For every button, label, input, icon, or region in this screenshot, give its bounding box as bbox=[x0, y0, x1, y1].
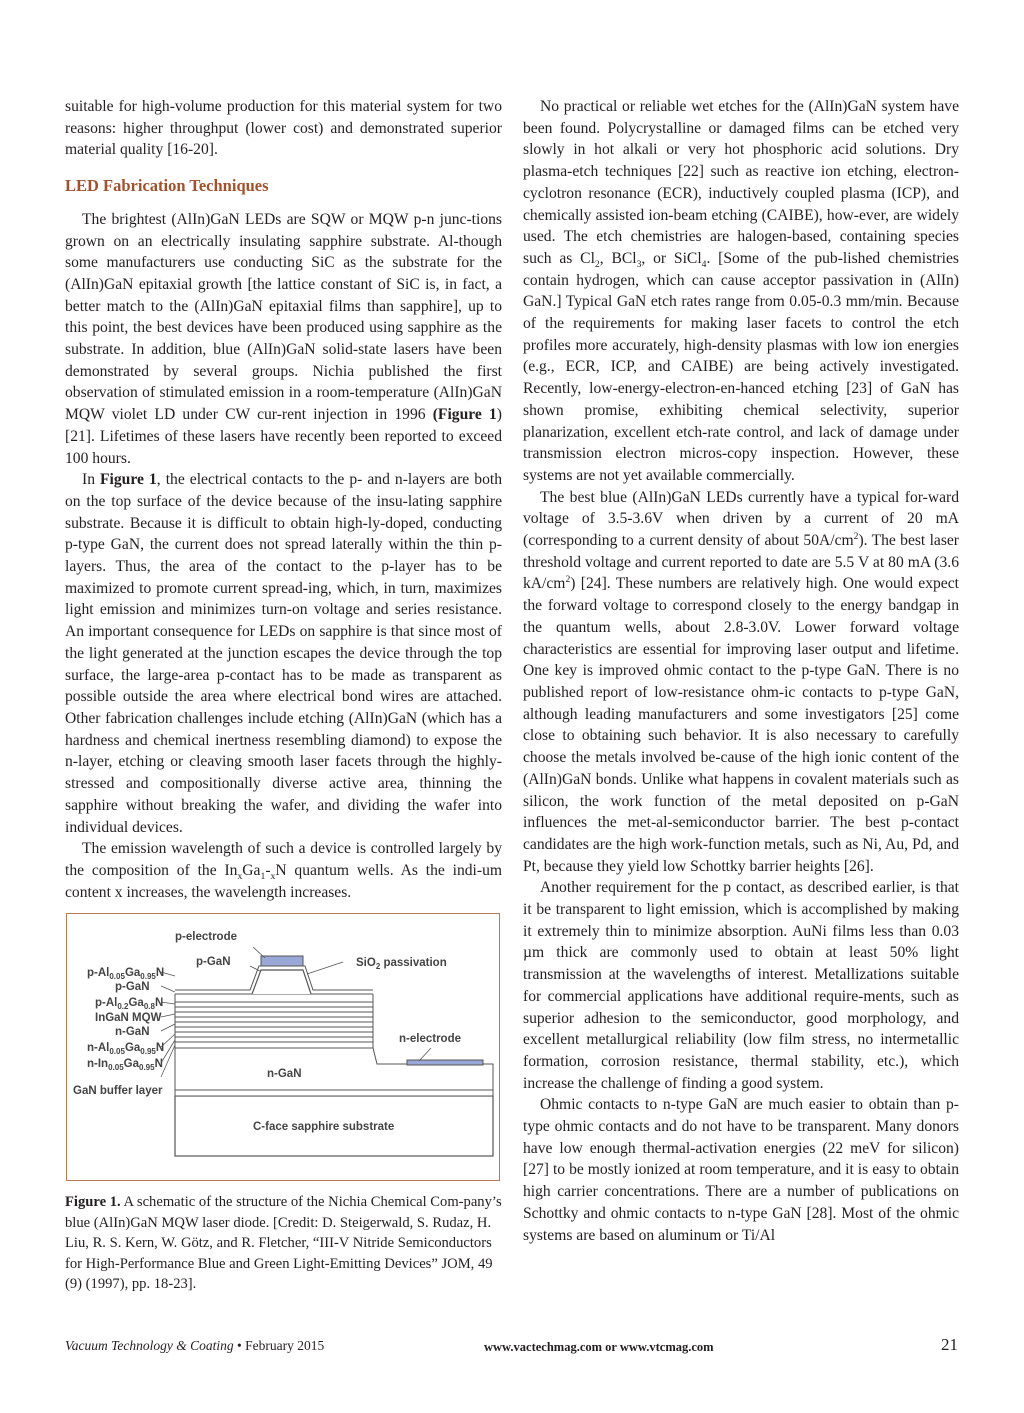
paragraph: The brightest (AlIn)GaN LEDs are SQW or MQW p-n junc-tions grown on an electrically insulating sapphire substrate. Al-though some manufacturers use conducting SiC as the substrate for the (AlIn)GaN epitaxial growth [the lattice constant of SiC is, in fact, a better match to the (AlIn)GaN epitaxial films than sapphire], up to this point, the best devices have been produced using sapphire as the substrate. In addition, blue (AlIn)GaN solid-state lasers have been demonstrated by several groups. Nichia published the first observation of stimulated emission in a room-temperature (AlIn)GaN MQW violet LD under CW cur-rent injection in 1996 (Figure 1) [21]. Lifetimes of these lasers have recently been reported to exceed 100 hours. bbox=[65, 210, 502, 467]
laser-diode-schematic bbox=[67, 914, 499, 1180]
label-p-gan: p-GaN bbox=[115, 981, 150, 994]
n-electrode bbox=[407, 1060, 483, 1065]
label-gan-buffer: GaN buffer layer bbox=[73, 1085, 163, 1098]
label-p-algan-005: $p-Al_{0.05}Ga_{0.95}N$ bbox=[87, 967, 165, 982]
label-p-electrode: p-electrode bbox=[175, 931, 237, 944]
label-n-algan: $n-Al_{0.05}Ga_{0.95}N$ bbox=[87, 1042, 165, 1057]
label-substrate: C-face sapphire substrate bbox=[253, 1121, 395, 1134]
p-electrode bbox=[261, 956, 303, 966]
label-n-electrode: n-electrode bbox=[399, 1033, 461, 1046]
paragraph-intro: suitable for high-volume production for this material system for two reasons: higher throughput (lower cost) and demonstrated superior material quality [16-20]. bbox=[65, 98, 502, 159]
paragraph: Another requirement for the p contact, as described earlier, is that it be transparent to light emission, which is accomplished by making it extremely thin to minimize absorption. AuNi films less than 0.03 µm thick are commonly used to obtain at least 50% light transmission at the wavelengths of interest. Metallizations suitable for commercial applications have additional require-ments, such as superior adhesion to the semiconductor, good morphology, and excellent metallurgical reliability (low film stress, no intermetallic formation, corrosion resistance, thermal stability, etc.), which increase the challenge of finding a good system. bbox=[523, 879, 959, 1092]
label-n-gan-lower: n-GaN bbox=[267, 1068, 302, 1081]
label-p-algan-02: $p-Al_{0.2}Ga_{0.8}N$ bbox=[95, 997, 164, 1012]
label-ingan-mqw: InGaN MQW bbox=[95, 1012, 162, 1025]
label-n-gan: n-GaN bbox=[115, 1026, 150, 1039]
label-p-gan-top: p-GaN bbox=[196, 956, 231, 969]
label-n-ingan: $n-In_{0.05}Ga_{0.95}N$ bbox=[87, 1058, 163, 1073]
paragraph: No practical or reliable wet etches for the (AlIn)GaN system have been found. Polycrystalline or damaged films can be etched very slowly in hot alkali or very hot phosphoric acid solutions. Dry plasma-etch techniques [22] such as reactive ion etching, electron-cyclotron resonance (ECR), inductively coupled plasma (ICP), and chemically assisted ion-beam etching (CAIBE), how-ever, are widely used. The etch chemistries are halogen-based, containing species such as $Cl_2$, BCl$_3$, or SiCl$_4$. [Some of the pub-lished chemistries contain hydrogen, which can cause acceptor passivation in (AlIn) GaN.] Typical GaN etch rates range from 0.05-0.3 mm/min. Because of the requirements for making laser facets to control the etch profiles more accurately, high-density plasmas with low ion energies (e.g., ECR, ICP, and CAIBE) are being actively investigated. Recently, low-energy-electron-en-hanced etching [23] of GaN has shown promise, exhibiting chemical selectivity, superior planarization, excellent etch-rate control, and lack of damage under transmission electron micros-copy inspection. However, these systems are not yet available commercially. bbox=[523, 98, 959, 484]
figure-1-diagram bbox=[66, 913, 500, 1181]
footer-urls[interactable]: www.vactechmag.com or www.vtcmag.com bbox=[484, 1340, 714, 1354]
n-gan-layer bbox=[175, 1048, 493, 1090]
paragraph: The best blue (AlIn)GaN LEDs currently have a typical for-ward voltage of 3.5-3.6V when driven by a current of 20 mA (corresponding to a current density of about $50A/cm^2$). The best laser threshold voltage and current reported to date are 5.5 V at 80 mA (3.6 $kA/cm^2$) [24]. These numbers are relatively high. One would expect the forward voltage to correspond closely to the energy bandgap in the quantum wells, about 2.8-3.0V. Lower forward voltage characteristics are essential for improving laser output and lifetime. One key is improved ohmic contact to the p-type GaN. There is no published report of low-resistance ohm-ic contacts to p-type GaN, although leading manufacturers and some investigators [25] come close to obtaining such behavior. It is also necessary to carefully choose the metals involved be-cause of the high ionic content of the (AlIn)GaN bonds. Unlike what happens in covalent materials such as silicon, the work function of the metal deposited on p-GaN influences the met-al-semiconductor barrier. The best p-contact candidates are the high work-function metals, such as Ni, Au, Pd, and Pt, because they yield low Schottky barrier heights [26]. bbox=[523, 488, 960, 875]
right-column bbox=[523, 96, 959, 1246]
paragraph: In Figure 1, the electrical contacts to the p- and n-layers are both on the top surface of the device because of the insu-lating sapphire substrate. Because it is difficult to obtain high-ly-doped, conducting p-type GaN, the current does not spread laterally within the thin p-layers. Thus, the area of the contact to the p-layer has to be maximized to promote current spread-ing, which, in turn, maximizes light emission and minimizes turn-on voltage and series resistance. An important consequence for LEDs on sapphire is that since most of the light generated at the junction escapes the device through the top surface, the large-area p-contact has to be made as transparent as possible outside the area where electrical bond wires are attached. Other fabrication challenges include etching (AlIn)GaN (which has a hardness and chemical inertness resembling diamond) to expose the n-layer, etching or cleaving smooth laser facets through the highly-stressed and compositionally diverse active area, thinning the sapphire without breaking the wafer, and dividing the wafer into individual devices. bbox=[65, 471, 502, 836]
page-number: 21 bbox=[941, 1335, 958, 1354]
figure-reference[interactable]: Figure 1 bbox=[100, 471, 157, 489]
ridge bbox=[252, 970, 311, 994]
buffer-layer bbox=[175, 1090, 493, 1096]
footer-journal: Vacuum Technology & Coating • February 2015 bbox=[65, 1338, 325, 1353]
left-column bbox=[65, 96, 502, 1295]
figure-reference[interactable]: (Figure 1 bbox=[432, 406, 497, 424]
paragraph: Ohmic contacts to n-type GaN are much easier to obtain than p-type ohmic contacts and do not have to be transparent. Many donors have low enough thermal-activation energies (22 meV for silicon) [27] to be mostly ionized at room temperature, and it is easy to obtain high carrier concentrations. There are a number of publications on Schottky and ohmic contacts to n-type GaN [28]. Most of the ohmic systems are based on aluminum or Ti/Al bbox=[523, 1096, 959, 1244]
label-sio2: SiO$_2$ passivation bbox=[356, 957, 447, 972]
section-heading: LED Fabrication Techniques bbox=[65, 176, 269, 196]
paragraph: The emission wavelength of such a device is controlled largely by the composition of the $In_xGa_1-_xN$ quantum wells. As the indi-um content x increases, the wavelength increases. bbox=[65, 840, 502, 901]
figure-caption: Figure 1. A schematic of the structure of the Nichia Chemical Com-pany’s blue (AlIn)GaN MQW laser diode. [Credit: D. Steigerwald, S. Rudaz, H. Liu, R. S. Kern, W. Götz, and R. Fletcher, “III-V Nitride Semiconductors for High-Performance Blue and Green Light-Emitting Devices” JOM, 49 (9) (1997), pp. 18-23]. bbox=[65, 1194, 502, 1293]
